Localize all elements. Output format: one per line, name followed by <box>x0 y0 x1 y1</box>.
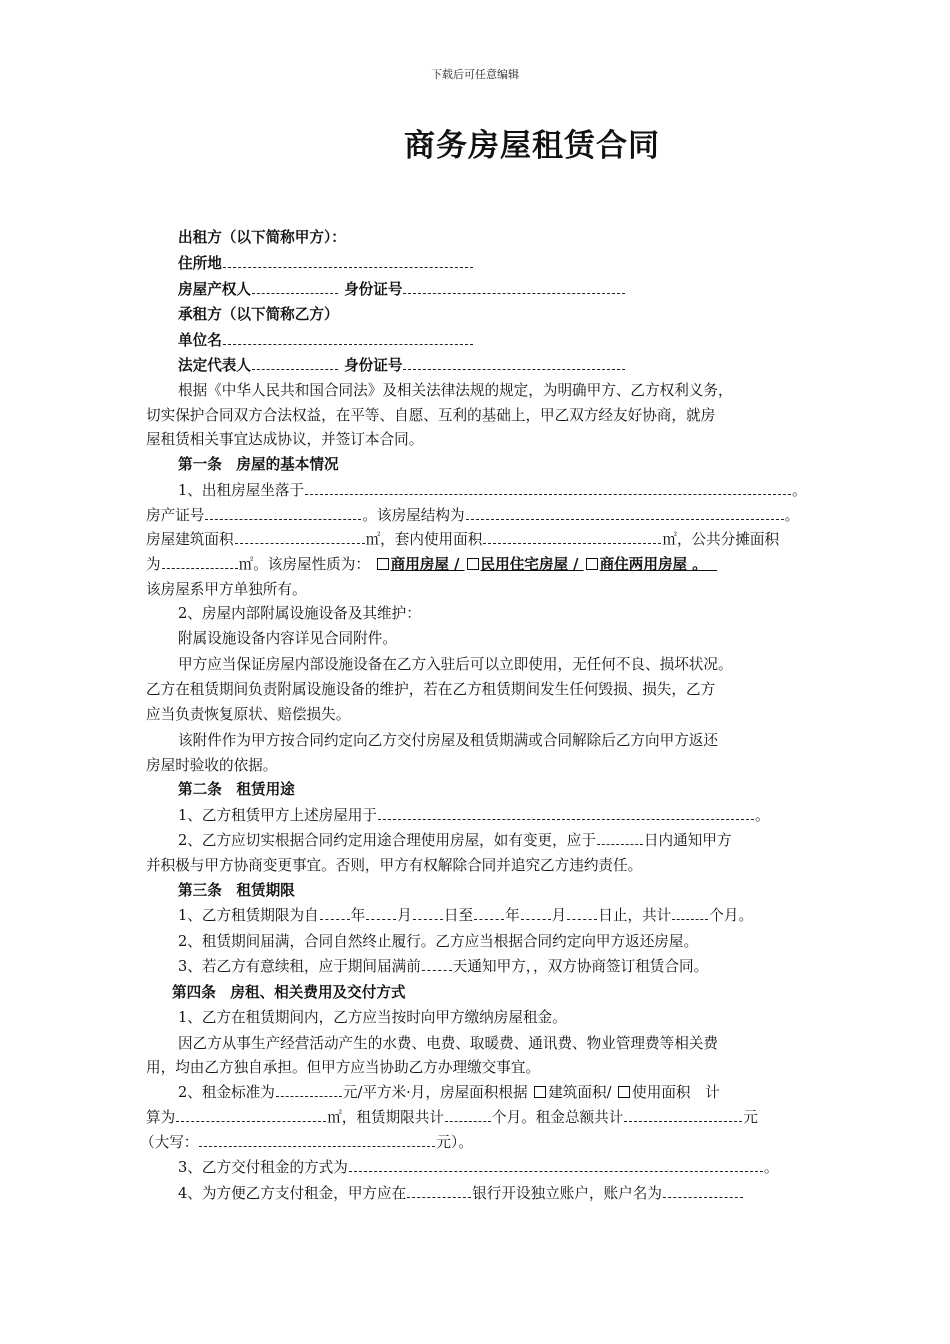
bank-blank[interactable] <box>407 1185 471 1198</box>
account-name-blank[interactable] <box>663 1185 743 1198</box>
lease-months-blank[interactable] <box>445 1109 491 1122</box>
area-basis-label: 元/平方米·月，房屋面积根据 <box>342 1084 528 1101</box>
owner-line <box>178 280 626 300</box>
page-title: 商务房屋租赁合同 <box>404 128 660 164</box>
usage-blank[interactable] <box>378 807 754 820</box>
art1-p3-line-2: 乙方在租赁期间负责附属设施设备的维护，若在乙方租赁期间发生任何毁损、损失，乙方 <box>146 681 716 698</box>
structure-blank[interactable] <box>466 507 784 520</box>
day-to-label: 日至 <box>443 907 474 924</box>
art4-item-4 <box>178 1184 744 1204</box>
address-label: 住所地 <box>178 255 222 272</box>
lessor-heading: 出租方（以下简称甲方）： <box>178 229 346 246</box>
calc-area-blank[interactable] <box>176 1109 326 1122</box>
cert-blank[interactable] <box>205 507 361 520</box>
rent-rate-blank[interactable] <box>276 1084 342 1097</box>
art4-item-2-line-3 <box>140 1133 473 1153</box>
preamble-line-3: 屋租赁相关事宜达成协议，并签订本合同。 <box>146 431 424 448</box>
payment-method-label: 3、乙方交付租金的方式为 <box>178 1159 348 1176</box>
header-note: 下载后可任意编辑 <box>431 68 519 81</box>
owner-label: 房屋产权人 <box>178 281 251 298</box>
shared-area-label: ㎡，公共分摊面积 <box>662 531 780 548</box>
lessee-heading: 承租方（以下简称乙方） <box>178 306 339 323</box>
usage-label: 1、乙方租赁甲方上述房屋用于 <box>178 807 378 824</box>
art2-item-2-line-2: 并积极与甲方协商变更事宜。否则，甲方有权解除合同并追究乙方违约责任。 <box>146 857 643 874</box>
legal-rep-id-blank[interactable] <box>403 357 625 370</box>
art1-location-line <box>178 481 807 501</box>
account-label: 银行开设独立账户，账户名为 <box>472 1185 662 1202</box>
art1-p3-line-3: 应当负责恢复原状、赔偿损失。 <box>146 706 351 723</box>
art4-fees-line-2: 用，均由乙方独自承担。但甲方应当协助乙方办理缴交事宜。 <box>146 1059 541 1076</box>
art1-p4-line-1: 该附件作为甲方按合同约定向乙方交付房屋及租赁期满或合同解除后乙方向甲方返还 <box>178 732 718 749</box>
calc-label: 算为 <box>146 1109 176 1126</box>
total-months-blank[interactable] <box>672 907 708 920</box>
art1-item-2: 2、房屋内部附属设施设备及其维护： <box>178 605 421 622</box>
month-label: 月 <box>551 907 567 924</box>
preamble-line-2: 切实保护合同双方合法权益，在平等、自愿、互利的基础上，甲乙双方经友好协商，就房 <box>146 407 716 424</box>
total-rent-blank[interactable] <box>624 1109 742 1122</box>
uppercase-label: （大写： <box>140 1134 199 1151</box>
art3-item-3 <box>178 957 708 977</box>
change-notice-label: 2、乙方应切实根据合同约定用途合理使用房屋，如有变更，应于 <box>178 832 596 849</box>
day-end-label: 日止，共计 <box>598 907 672 924</box>
year-label: 年 <box>505 907 520 924</box>
cert-label: 房产证号 <box>146 507 205 524</box>
period: 。 <box>784 507 800 524</box>
bank-label: 4、为方便乙方支付租金，甲方应在 <box>178 1185 407 1202</box>
checkbox-commercial[interactable] <box>377 558 389 570</box>
article-3-heading: 第三条 租赁期限 <box>178 882 295 899</box>
art1-item-2-detail: 附属设施设备内容详见合同附件。 <box>178 630 397 647</box>
article-4-heading: 第四条 房租、相关费用及交付方式 <box>172 984 406 1001</box>
checkbox-building-area[interactable] <box>534 1086 546 1098</box>
id-label: 身份证号 <box>344 281 403 298</box>
nature-label: ㎡。该房屋性质为： <box>238 556 370 573</box>
area-label: 房屋建筑面积 <box>146 531 234 548</box>
separator: / <box>449 556 465 573</box>
separator: / <box>568 556 584 573</box>
id-label-2: 身份证号 <box>344 357 403 374</box>
art1-cert-line <box>146 506 799 526</box>
art4-fees-line-1: 因乙方从事生产经营活动产生的水费、电费、取暖费、通讯费、物业管理费等相关费 <box>178 1035 718 1052</box>
unit-label: 单位名 <box>178 332 222 349</box>
legal-rep-label: 法定代表人 <box>178 357 251 374</box>
option-building-area: 建筑面积/ <box>548 1084 612 1101</box>
shared-area-blank[interactable] <box>162 556 238 569</box>
unit-blank[interactable] <box>223 332 473 345</box>
lease-term-label: ㎡，租赁期限共计 <box>327 1109 444 1126</box>
article-2-heading: 第二条 租赁用途 <box>178 781 295 798</box>
period: 。 <box>755 807 770 824</box>
renewal-days-blank[interactable] <box>422 958 452 971</box>
checkbox-mixed[interactable] <box>586 558 598 570</box>
structure-label: 。该房屋结构为 <box>362 507 465 524</box>
period: 。 <box>792 482 807 499</box>
art2-item-2 <box>178 831 732 851</box>
unit-line <box>178 331 474 351</box>
legal-rep-blank[interactable] <box>252 357 338 370</box>
term-label: 1、乙方租赁期限为自 <box>178 907 319 924</box>
start-month-blank[interactable] <box>366 907 396 920</box>
option-usable-area: 使用面积 计 <box>632 1084 720 1101</box>
notice-label: 日内通知甲方 <box>643 832 732 849</box>
options-end: 。 <box>687 556 707 573</box>
art1-p4-line-2: 房屋时验收的依据。 <box>146 757 278 774</box>
art3-item-1 <box>178 906 753 926</box>
nature-options <box>375 556 717 573</box>
location-blank[interactable] <box>305 482 791 495</box>
end-day-blank[interactable] <box>567 907 597 920</box>
art1-sole-owner: 该房屋系甲方单独所有。 <box>146 581 307 598</box>
address-blank[interactable] <box>223 255 473 268</box>
option-mixed: 商住两用房屋 <box>599 556 688 573</box>
start-day-blank[interactable] <box>413 907 443 920</box>
art1-location-label: 1、出租房屋坐落于 <box>178 482 305 499</box>
period: 。 <box>763 1159 779 1176</box>
art2-item-1 <box>178 806 770 826</box>
end-month-blank[interactable] <box>521 907 551 920</box>
building-area-blank[interactable] <box>235 531 365 544</box>
renewal-label: 3、若乙方有意续租，应于期间届满前 <box>178 958 421 975</box>
article-1-heading: 第一条 房屋的基本情况 <box>178 456 339 473</box>
address-line <box>178 254 474 274</box>
art4-item-2-line-2 <box>146 1108 758 1128</box>
shared-prefix: 为 <box>146 556 161 573</box>
notice-days-blank[interactable] <box>597 832 643 845</box>
start-year-blank[interactable] <box>320 907 350 920</box>
art1-area-line <box>146 530 779 550</box>
art4-item-2 <box>178 1083 720 1103</box>
month-label: 月 <box>397 907 412 924</box>
payment-method-blank[interactable] <box>349 1159 763 1172</box>
owner-id-blank[interactable] <box>403 281 625 294</box>
option-commercial: 商用房屋 <box>390 556 449 573</box>
uppercase-amount-blank[interactable] <box>199 1134 435 1147</box>
renewal-notice-label: 天通知甲方，，双方协商签订租赁合同。 <box>452 958 709 975</box>
legal-rep-line <box>178 356 626 376</box>
inner-area-label: ㎡，套内使用面积 <box>365 531 483 548</box>
art4-item-3 <box>178 1158 778 1178</box>
total-rent-label: 个月。租金总额共计 <box>491 1109 624 1126</box>
year-label: 年 <box>350 907 366 924</box>
checkbox-usable-area[interactable] <box>618 1086 630 1098</box>
rent-rate-label: 2、租金标准为 <box>178 1084 275 1101</box>
checkbox-residential[interactable] <box>467 558 479 570</box>
owner-blank[interactable] <box>252 281 338 294</box>
months-label: 个月。 <box>709 907 754 924</box>
preamble-line-1: 根据《中华人民共和国合同法》及相关法律法规的规定，为明确甲方、乙方权利义务， <box>178 382 733 399</box>
yuan-label: 元 <box>743 1109 758 1126</box>
option-residential: 民用住宅房屋 <box>480 556 569 573</box>
art3-item-2: 2、租赁期间届满，合同自然终止履行。乙方应当根据合同约定向甲方返还房屋。 <box>178 933 699 950</box>
yuan-end-label: 元）。 <box>436 1134 473 1151</box>
art1-p3-line-1: 甲方应当保证房屋内部设施设备在乙方入驻后可以立即使用，无任何不良、损坏状况。 <box>178 656 733 673</box>
art1-nature-line <box>146 555 717 575</box>
art4-item-1: 1、乙方在租赁期间内，乙方应当按时向甲方缴纳房屋租金。 <box>178 1009 567 1026</box>
inner-area-blank[interactable] <box>483 531 661 544</box>
end-year-blank[interactable] <box>474 907 504 920</box>
